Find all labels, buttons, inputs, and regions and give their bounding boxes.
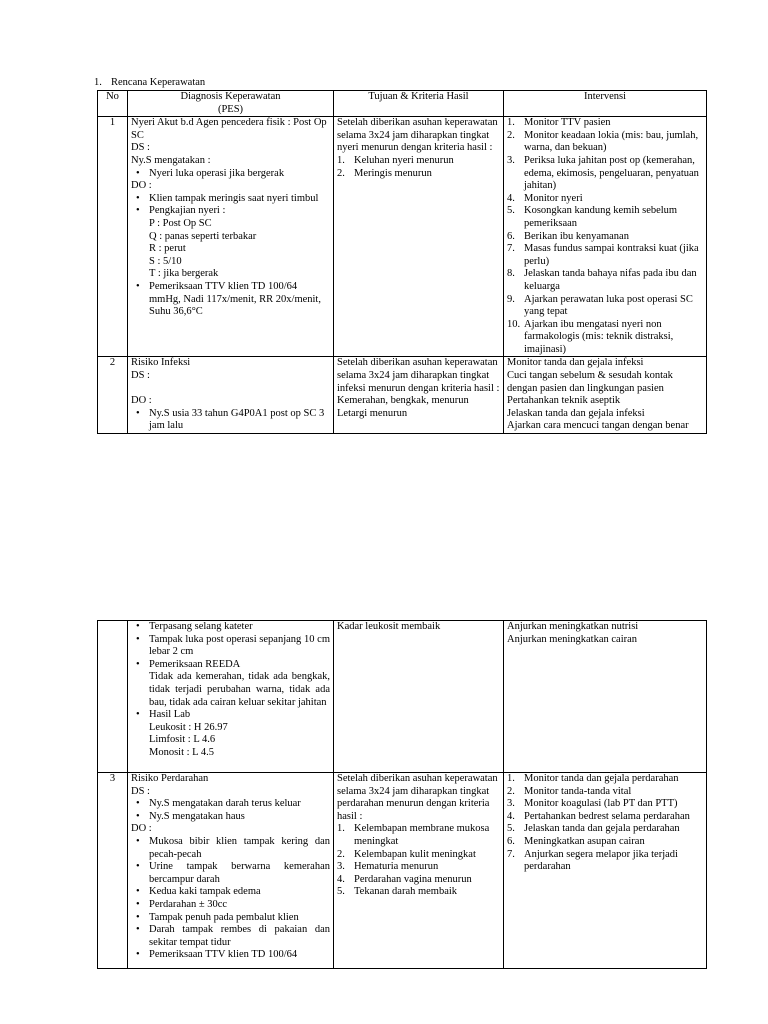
table-row xyxy=(98,117,707,357)
diagnosis-cell xyxy=(128,357,334,434)
tujuan-list xyxy=(337,155,500,180)
list-item: • Ny.S mengatakan haus xyxy=(149,811,330,824)
diagnosis-title: Risiko Perdarahan xyxy=(131,773,209,784)
list-item: 5. Jelaskan tanda dan gejala perdarahan xyxy=(507,823,680,835)
section-title xyxy=(94,77,205,88)
tujuan-list xyxy=(337,823,500,899)
pqrst-line: R : perut xyxy=(149,243,186,255)
intervensi-list xyxy=(507,773,703,874)
tujuan-intro: Setelah diberikan asuhan keperawatan selama 3x24 jam diharapkan tingkat infeksi menurun dengan kriteria hasil : xyxy=(337,357,500,394)
pain-assessment-label: • Pengkajian nyeri : xyxy=(149,205,226,217)
intervensi-cell xyxy=(504,357,707,434)
do-list xyxy=(131,621,330,760)
intervensi-line: Anjurkan meningkatkan nutrisi xyxy=(507,621,639,632)
list-item: • Terpasang selang kateter xyxy=(149,621,330,634)
reeda-text: Tidak ada kemerahan, tidak ada bengkak, tidak terjadi perubahan warna, tidak ada bau, tidak ada cairan keluar sekitar jahitan xyxy=(149,671,330,708)
diagnosis-title: Nyeri Akut b.d Agen pencedera fisik : Post Op SC xyxy=(131,117,327,141)
tujuan-cell xyxy=(334,357,504,434)
intervensi-line: Monitor tanda dan gejala infeksi xyxy=(507,357,644,369)
list-item: 8. Jelaskan tanda bahaya nifas pada ibu dan keluarga xyxy=(507,268,697,292)
do-label: DO : xyxy=(131,395,152,407)
do-label: DO : xyxy=(131,180,152,192)
list-item: 2. Kelembapan kulit meningkat xyxy=(337,848,476,860)
list-item: • Klien tampak meringis saat nyeri timbul xyxy=(149,193,330,206)
header-diagnosis-line1: Diagnosis Keperawatan xyxy=(180,91,281,102)
list-item: 1. Keluhan nyeri menurun xyxy=(337,154,454,166)
intervensi-cell xyxy=(504,773,707,969)
list-item: 10. Ajarkan ibu mengatasi nyeri non farmakologis (mis: teknik distraksi, imajinasi) xyxy=(507,318,674,355)
ds-label: DS : xyxy=(131,370,150,382)
list-item xyxy=(149,709,330,759)
row-number: 1 xyxy=(98,117,128,357)
tujuan-intro: Setelah diberikan asuhan keperawatan selama 3x24 jam diharapkan tingkat nyeri menurun dengan kriteria hasil : xyxy=(337,117,498,154)
intervensi-line: Jelaskan tanda dan gejala infeksi xyxy=(507,407,645,419)
list-item: • Tampak penuh pada pembalut klien xyxy=(149,912,330,925)
section-number: 1. xyxy=(94,77,102,88)
care-plan-table-page1 xyxy=(97,90,707,434)
list-item: 7. Masas fundus sampai kontraksi kuat (jika perlu) xyxy=(507,243,699,267)
do-list xyxy=(131,836,330,962)
reeda-title: • Pemeriksaan REEDA xyxy=(149,658,241,670)
row-number: 3 xyxy=(98,773,128,969)
tujuan-intro: Setelah diberikan asuhan keperawatan selama 3x24 jam diharapkan tingkat perdarahan menurun dengan kriteria hasil : xyxy=(337,773,498,822)
list-item: 3. Periksa luka jahitan post op (kemerahan, edema, ekimosis, pengeluaran, penyatuan jahitan) xyxy=(507,154,699,192)
list-item: 4. Pertahankan bedrest selama perdarahan xyxy=(507,810,690,822)
list-item xyxy=(149,659,330,709)
ds-list xyxy=(131,168,330,181)
lab-title: • Hasil Lab xyxy=(149,709,191,721)
intervensi-list xyxy=(507,117,703,356)
ds-label: DS : xyxy=(131,142,150,154)
care-plan-table-page2 xyxy=(97,620,707,969)
tujuan-line: Kadar leukosit membaik xyxy=(337,621,441,632)
tujuan-cell xyxy=(334,117,504,357)
list-item: 9. Ajarkan perawatan luka post operasi SC yang tepat xyxy=(507,293,693,318)
list-item: • Perdarahan ± 30cc xyxy=(149,899,330,912)
list-item: • Urine tampak berwarna kemerahan bercampur darah xyxy=(149,861,330,886)
table-row xyxy=(98,621,707,773)
list-item: 5. Kosongkan kandung kemih sebelum pemeriksaan xyxy=(507,205,678,229)
header-intervensi: Intervensi xyxy=(504,91,707,117)
intervensi-line: Pertahankan teknik aseptik xyxy=(507,395,621,407)
list-item: 4. Perdarahan vagina menurun xyxy=(337,873,472,885)
diagnosis-cell xyxy=(128,117,334,357)
header-tujuan: Tujuan & Kriteria Hasil xyxy=(334,91,504,117)
list-item: • Nyeri luka operasi jika bergerak xyxy=(149,168,330,181)
diagnosis-cell xyxy=(128,773,334,969)
blank-line xyxy=(131,383,330,396)
tujuan-line: Kemerahan, bengkak, menurun xyxy=(337,395,469,407)
list-item: 6. Berikan ibu kenyamanan xyxy=(507,230,629,242)
tujuan-line: Letargi menurun xyxy=(337,407,408,419)
list-item: 1. Monitor tanda dan gejala perdarahan xyxy=(507,773,679,784)
ds-list xyxy=(131,798,330,823)
row-number: 2 xyxy=(98,357,128,434)
list-item: 1. Kelembapan membrane mukosa meningkat xyxy=(337,823,490,847)
intervensi-line: Anjurkan meningkatkan cairan xyxy=(507,633,638,645)
pqrst-line: P : Post Op SC xyxy=(149,217,212,229)
header-row xyxy=(98,91,707,117)
do-list xyxy=(131,408,330,433)
row-number xyxy=(98,621,128,773)
list-item: 6. Meningkatkan asupan cairan xyxy=(507,835,645,847)
list-item: 2. Monitor tanda-tanda vital xyxy=(507,785,632,797)
list-item xyxy=(149,205,330,281)
header-diagnosis-line2: (PES) xyxy=(217,103,244,115)
list-item: 4. Monitor nyeri xyxy=(507,192,583,204)
diagnosis-title: Risiko Infeksi xyxy=(131,357,191,369)
list-item: • Ny.S mengatakan darah terus keluar xyxy=(149,798,330,811)
pqrst-line: S : 5/10 xyxy=(149,255,182,267)
tujuan-cell xyxy=(334,773,504,969)
table-row xyxy=(98,773,707,969)
pqrst-line: Q : panas seperti terbakar xyxy=(149,230,257,242)
list-item: • Tampak luka post operasi sepanjang 10 cm lebar 2 cm xyxy=(149,634,330,659)
lab-line: Monosit : L 4.5 xyxy=(149,746,214,758)
list-item: 3. Monitor koagulasi (lab PT dan PTT) xyxy=(507,798,678,810)
list-item: • Pemeriksaan TTV klien TD 100/64 xyxy=(149,949,330,962)
list-item: • Kedua kaki tampak edema xyxy=(149,886,330,899)
table-row xyxy=(98,357,707,434)
lab-line: Limfosit : L 4.6 xyxy=(149,734,216,746)
ds-intro: Ny.S mengatakan : xyxy=(131,154,211,166)
do-list xyxy=(131,193,330,319)
intervensi-cell xyxy=(504,117,707,357)
intervensi-line: Cuci tangan sebelum & sesudah kontak dengan pasien dan lingkungan pasien xyxy=(507,370,673,394)
diagnosis-cell xyxy=(128,621,334,773)
tujuan-cell xyxy=(334,621,504,773)
ds-label: DS : xyxy=(131,785,150,797)
intervensi-cell xyxy=(504,621,707,773)
do-label: DO : xyxy=(131,823,152,835)
header-no: No xyxy=(98,91,128,117)
list-item: • Mukosa bibir klien tampak kering dan pecah-pecah xyxy=(149,836,330,861)
list-item: 7. Anjurkan segera melapor jika terjadi perdarahan xyxy=(507,848,678,873)
lab-line: Leukosit : H 26.97 xyxy=(149,721,228,733)
list-item: 2. Monitor keadaan lokia (mis: bau, jumlah, warna, dan bekuan) xyxy=(507,129,699,154)
section-title-text: Rencana Keperawatan xyxy=(111,77,206,88)
list-item: • Ny.S usia 33 tahun G4P0A1 post op SC 3 jam lalu xyxy=(149,408,330,433)
intervensi-line: Ajarkan cara mencuci tangan dengan benar xyxy=(507,420,689,432)
list-item: 2. Meringis menurun xyxy=(337,167,432,179)
list-item: • Pemeriksaan TTV klien TD 100/64 mmHg, Nadi 117x/menit, RR 20x/menit, Suhu 36,6°C xyxy=(149,281,330,319)
list-item: 5. Tekanan darah membaik xyxy=(337,886,458,898)
header-diagnosis xyxy=(128,91,334,117)
list-item: • Darah tampak rembes di pakaian dan sekitar tempat tidur xyxy=(149,924,330,949)
list-item: 1. Monitor TTV pasien xyxy=(507,117,611,129)
list-item: 3. Hematuria menurun xyxy=(337,861,439,873)
pqrst-line: T : jika bergerak xyxy=(149,268,219,280)
